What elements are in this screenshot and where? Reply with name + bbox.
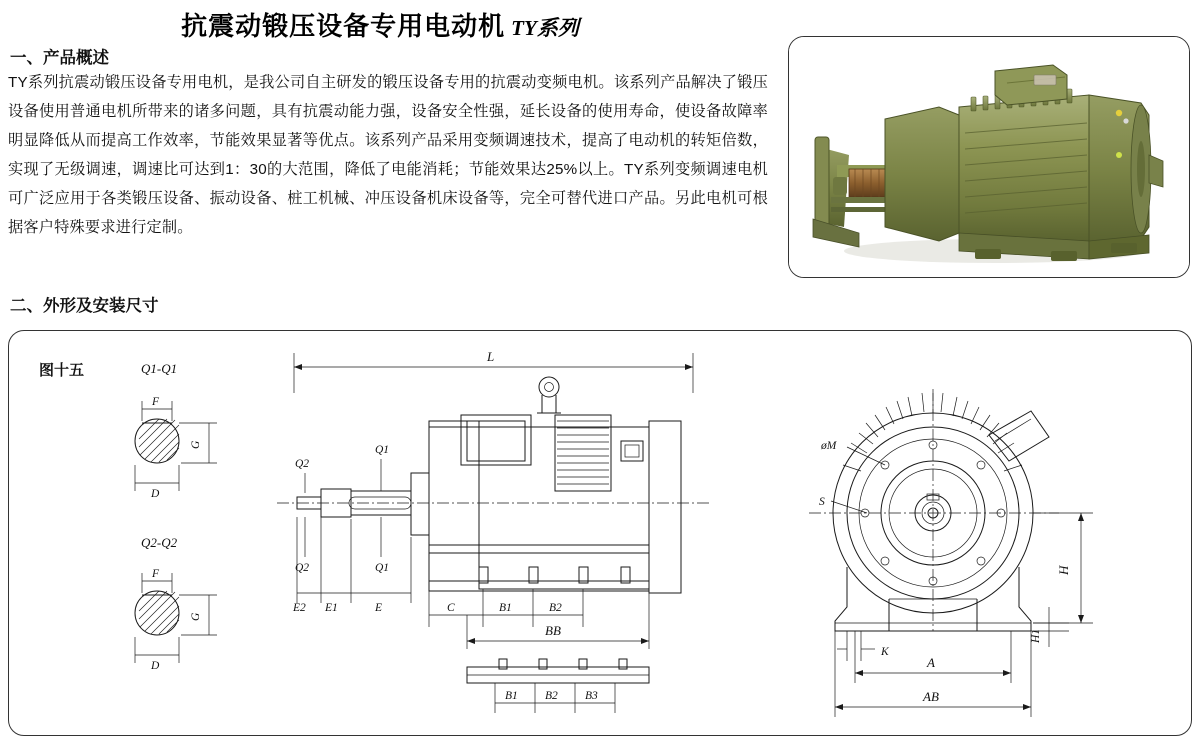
- label-q2-d: D: [151, 660, 160, 672]
- motor-product-photo: [789, 37, 1189, 277]
- label-k: K: [881, 646, 889, 658]
- label-e2: E2: [293, 602, 306, 614]
- section-title-q1: Q1-Q1: [141, 361, 178, 376]
- page-title-series: TY系列: [511, 16, 579, 40]
- label-h1: H1: [1030, 628, 1042, 643]
- label-a: A: [927, 655, 935, 670]
- dimension-drawing: [9, 331, 1191, 735]
- label-q2-g: G: [190, 612, 202, 621]
- overview-paragraph: TY系列抗震动锻压设备专用电机，是我公司自主研发的锻压设备专用的抗震动变频电机。该系列产品解决了锻压设备使用普通电机所带来的诸多问题，具有抗震动能力强，设备安全性强，延长设备的使用寿命，使设备故障率明显降低从而提高工作效率，节能效果显著等优点。该系列产品采用变频调速技术，提高了电动机的转矩倍数，实现了无级调速，调速比可达到1：30的大范围，降低了电能消耗；节能效果达25%以上。TY系列变频调速电机可广泛应用于各类锻压设备、振动设备、桩工机械、冲压设备机床设备等，完全可替代进口产品。另此电机可根据客户特殊要求进行定制。: [8, 74, 768, 236]
- label-q1-f: F: [152, 396, 160, 408]
- dimension-drawing-card: [8, 330, 1192, 736]
- label-h: H: [1056, 565, 1071, 575]
- label-c: C: [447, 602, 455, 614]
- label-slot: S: [819, 496, 825, 508]
- label-ab: AB: [923, 689, 939, 704]
- label-q1-g: G: [190, 440, 202, 449]
- label-q1-d: D: [151, 488, 160, 500]
- page-title-main: 抗震动锻压设备专用电动机: [181, 12, 506, 42]
- label-e1: E1: [325, 602, 338, 614]
- label-b1: B1: [499, 602, 512, 614]
- label-overall-length: L: [487, 349, 495, 364]
- label-q1-bottom: Q1: [375, 562, 390, 574]
- label-q2-bottom: Q2: [295, 562, 310, 574]
- label-foot-b1: B1: [505, 690, 518, 702]
- label-foot-b2: B2: [545, 690, 558, 702]
- section-title-q2: Q2-Q2: [141, 535, 178, 550]
- label-foot-b3: B3: [585, 690, 598, 702]
- label-b2: B2: [549, 602, 562, 614]
- section-heading-dimensions: 二、外形及安装尺寸: [10, 297, 159, 315]
- label-bolt-circle: øM: [821, 440, 837, 452]
- label-bb: BB: [545, 623, 561, 638]
- figure-label: 图十五: [39, 362, 85, 379]
- label-e: E: [375, 602, 383, 614]
- page-title: [0, 6, 760, 43]
- label-q1-top: Q1: [375, 444, 390, 456]
- section-heading-overview: 一、产品概述: [10, 49, 109, 67]
- label-q2-f: F: [152, 568, 160, 580]
- label-q2-top: Q2: [295, 458, 310, 470]
- product-photo-card: [788, 36, 1190, 278]
